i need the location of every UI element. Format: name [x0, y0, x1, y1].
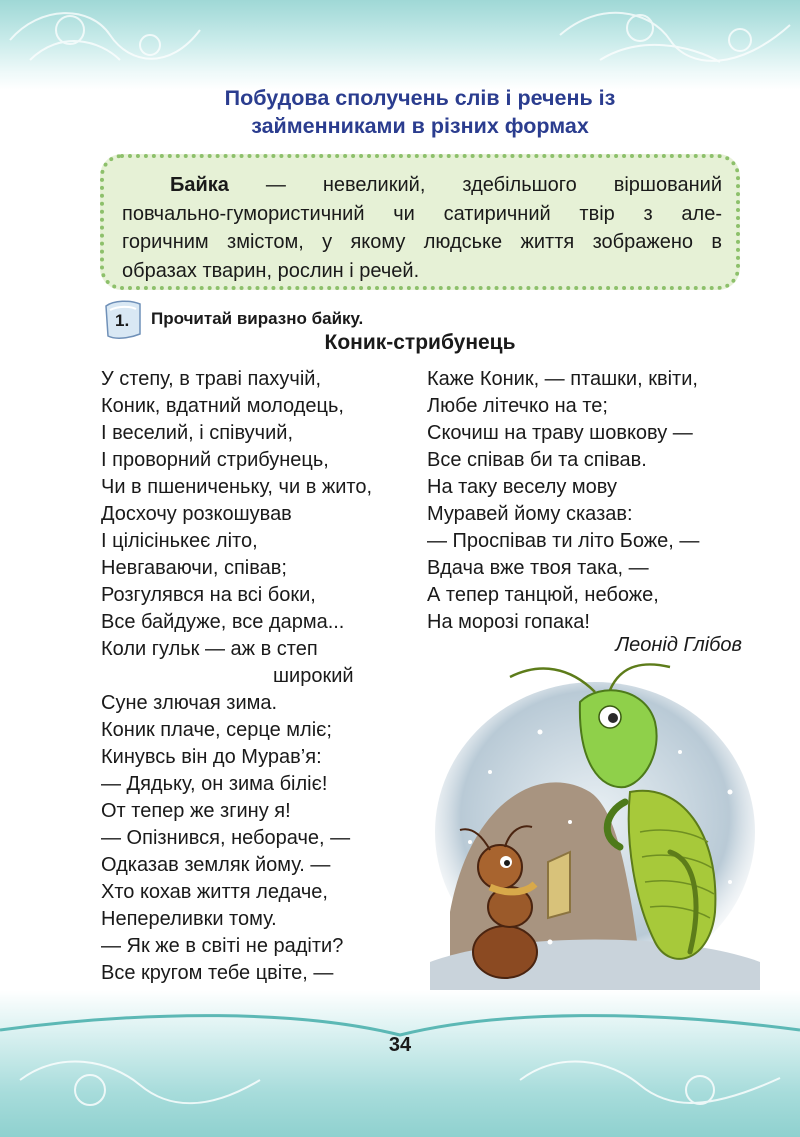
top-ornament-band — [0, 0, 800, 90]
page-title — [100, 84, 740, 140]
poem-line: Розгулявся на всі боки, — [101, 584, 316, 606]
definition-line-2: повчально-гумористичний чи сатиричний твір з але- — [122, 202, 722, 225]
task-number: 1. — [115, 311, 130, 330]
ant-head — [478, 845, 522, 889]
grasshopper-and-ant-illustration — [430, 662, 760, 992]
definition-term: Байка — [170, 174, 229, 196]
poem-line: широкий — [273, 665, 354, 687]
definition-line-3: горичним змістом, у якому людське життя зображено в — [122, 231, 722, 253]
poem-line: Непереливки тому. — [101, 908, 277, 930]
definition-line-4: образах тварин, рослин і речей. — [122, 259, 420, 282]
page-title-line-2: займенниками в різних формах — [251, 114, 589, 138]
poem-line: І веселий, і співучий, — [101, 422, 294, 444]
poem-line: Скочиш на траву шовкову — — [427, 422, 693, 444]
poem-line: Хто кохав життя ледаче, — [101, 881, 328, 903]
poem-line: І проворний стрибунець, — [101, 449, 329, 471]
poem-right-column — [427, 366, 699, 636]
poem-line: Суне злючая зима. — [101, 692, 278, 714]
poem-line: Каже Коник, — пташки, квіти, — [427, 368, 698, 390]
poem-line: Муравей йому сказав: — [427, 503, 633, 525]
poem-line: Коник, вдатний молодець, — [101, 395, 344, 417]
poem-line: І цілісінькеє літо, — [101, 530, 258, 552]
poem-line: У степу, в траві пахучій, — [101, 368, 322, 390]
poem-line: Кинувсь він до Мурав’я: — [101, 746, 322, 768]
poem-line: — Як же в світі не радіти? — [101, 935, 344, 957]
poem-line: Все байдуже, все дарма... — [101, 611, 345, 633]
definition-line-1 — [122, 171, 722, 200]
poem-line: Одказав земляк йому. — — [101, 854, 331, 876]
ornament-pattern-bottom — [0, 990, 800, 1137]
poem-line: — Дядьку, он зима біліє! — [101, 773, 328, 795]
anthill-door — [548, 852, 570, 918]
poem-line: Чи в пшениченьку, чи в жито, — [101, 476, 373, 498]
page-number: 34 — [388, 1034, 412, 1056]
poem-title: Коник-стрибунець — [324, 331, 516, 354]
definition-line-1-text: — невеликий, здебільшого віршований — [265, 174, 722, 196]
poem-line: На таку веселу мову — [427, 476, 617, 498]
poem-line: Невгаваючи, співав; — [101, 557, 287, 579]
poem-line: Коник плаче, серце мліє; — [101, 719, 332, 741]
poem-line: Любе літечко на те; — [427, 395, 608, 417]
poem-line: Вдача вже твоя така, — — [427, 557, 649, 579]
poem-line: Все кругом тебе цвіте, — — [101, 962, 334, 984]
poem-line: От тепер же згину я! — [101, 800, 291, 822]
poem-line: Досхочу розкошував — [101, 503, 292, 525]
definition-box — [100, 154, 740, 290]
ant-body — [473, 926, 537, 978]
poem-line: — Опізнився, небораче, — — [101, 827, 351, 849]
poem-left-column — [101, 366, 372, 987]
page-title-line-1: Побудова сполучень слів і речень із — [224, 86, 616, 110]
poem-line: А тепер танцюй, небоже, — [427, 584, 659, 606]
poem-line: Все співав би та співав. — [427, 449, 647, 471]
ornament-pattern-top — [0, 0, 800, 90]
poem-line: Коли гульк — аж в степ — [101, 638, 318, 660]
poem-line: На морозі гопака! — [427, 611, 590, 633]
poem-line: — Проспівав ти літо Боже, — — [427, 530, 700, 552]
bottom-ornament-band — [0, 990, 800, 1137]
poem-author: Леонід Глібов — [615, 634, 742, 656]
task-instruction: Прочитай виразно байку. — [151, 309, 364, 328]
